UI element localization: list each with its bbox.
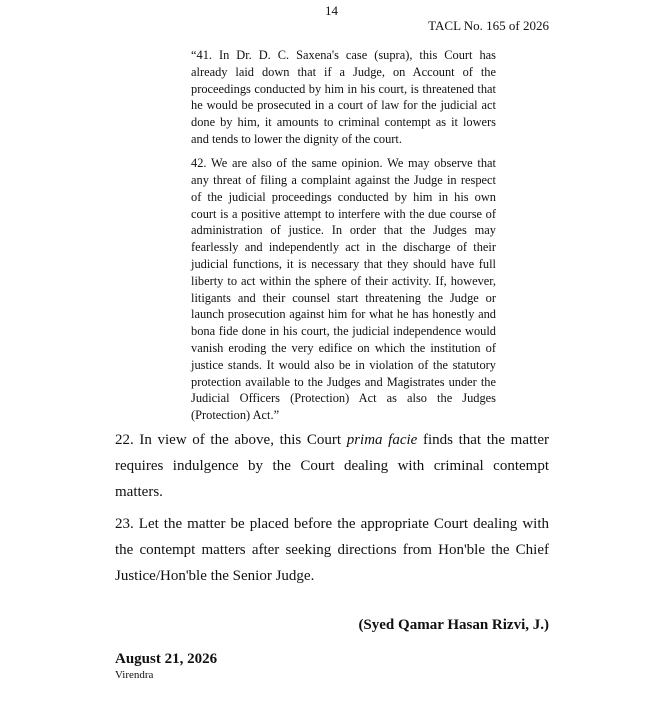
quote-paragraph-42: 42. We are also of the same opinion. We may observe that any threat of filing a complaint against the Judge in respect of the judicial proceedings conducted by him in his own court is a positive attempt to interfere with the due course of administration of justice. In order that the Judges may fearlessly and independently act in the discharge of their judicial functions, it is necessary that they should have full liberty to act within the sphere of their activity. If, however, litigants and their counsel start threatening the Judge or launch prosecution against him for what he has honestly and bona fide done in his court, the judicial independence would vanish eroding the very edifice on which the institution of justice stands. It would also be in violation of the statutory protection available to the Judges and Magistrates under the Judicial Officers (Protection) Act as also the Judges (Protection) Act.” [191,156,496,423]
paragraph-22-text-start: 22. In view of the above, this Court [115,432,347,448]
paragraph-22-italic-phrase: prima facie [346,432,418,448]
case-number: TACL No. 165 of 2026 [428,18,549,33]
paragraph-22 [115,428,549,505]
quote-paragraph-41: “41. In Dr. D. C. Saxena's case (supra), this Court has already laid down that if a Judge, on Account of the proceedings conducted by him in his court, is threatened that he would be prosecuted in a court of law for the judicial act done by him, it amounts to criminal contempt as it lowers and tends to lower the dignity of the court. [191,48,496,146]
order-date: August 21, 2026 [115,651,218,667]
judge-signature: (Syed Qamar Hasan Rizvi, J.) [358,617,549,633]
page-number: 14 [325,3,338,18]
paragraph-22-text-end: finds that the matter requires indulgence by the Court dealing with criminal contempt matters. [115,432,549,500]
stenographer-initials: Virendra [115,669,154,681]
quoted-judgment-block [191,47,496,432]
paragraph-23: 23. Let the matter be placed before the appropriate Court dealing with the contempt matters after seeking directions from Hon'ble the Chief Justice/Hon'ble the Senior Judge. [115,516,549,584]
